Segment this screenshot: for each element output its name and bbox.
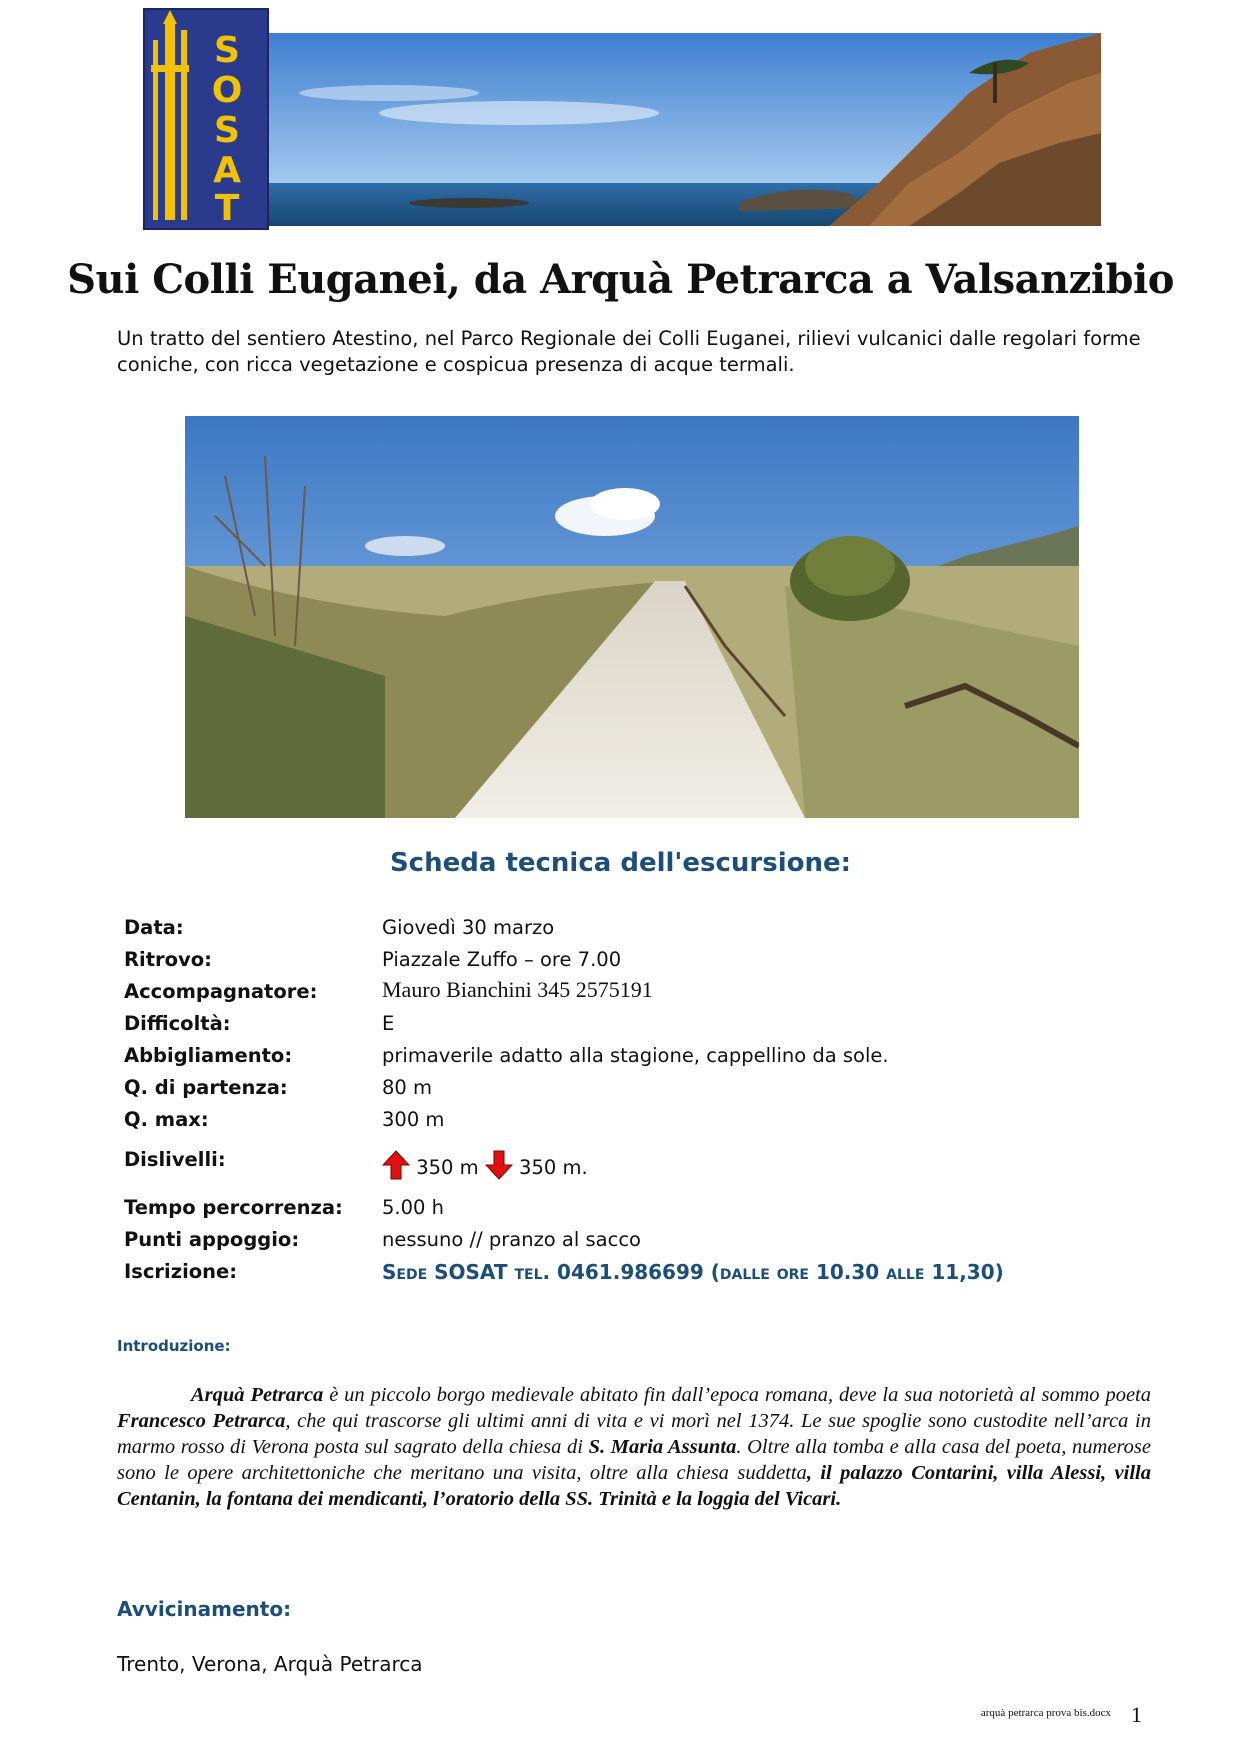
body-bold: S. Maria Assunta [588,1436,737,1458]
tech-sheet [124,912,1124,1288]
tech-label: Accompagnatore: [124,980,318,1003]
tech-label: Q. max: [124,1108,209,1131]
dislivello-down: 350 m. [519,1156,588,1179]
tech-value: primaverile adatto alla stagione, cappellino da sole. [382,1044,889,1067]
logo-letter-a: A [213,150,241,191]
tech-row-accompagnatore [124,976,1124,1008]
tech-label: Ritrovo: [124,948,212,971]
tech-value: Mauro Bianchini 345 2575191 [382,977,653,1002]
tech-row-data [124,912,1124,944]
tech-row-abbigliamento [124,1040,1124,1072]
logo-letter-s1: S [214,30,240,71]
tech-label: Difficoltà: [124,1012,231,1035]
tech-label: Data: [124,916,184,939]
avvicinamento-heading: Avvicinamento: [117,1597,292,1621]
tech-row-difficolta [124,1008,1124,1040]
tech-label: Abbigliamento: [124,1044,293,1067]
logo-letter-s2: S [214,110,240,151]
logo-letter-o: O [211,70,243,111]
logo-letter-t: T [214,188,240,228]
tech-value: 300 m [382,1108,445,1131]
introduzione-paragraph [117,1382,1151,1512]
body-bold: Francesco Petrarca [117,1410,286,1432]
page-number: 1 [1131,1702,1142,1727]
tech-value: Piazzale Zuffo – ore 7.00 [382,948,622,971]
body-text: , che qui trascorse gli ultimi anni di vita e vi morì nel 1374. Le sue spoglie sono custodite nell’arca in marmo rosso di Verona posta sul sagrato della chiesa di [117,1410,1151,1458]
tech-row-ritrovo [124,944,1124,976]
tech-label: Dislivelli: [124,1148,226,1171]
tech-label: Q. di partenza: [124,1076,288,1099]
arrow-down-icon [485,1150,513,1180]
footer-filename: arquà petrarca prova bis.docx [980,1707,1111,1719]
header-banner-image [269,33,1101,226]
tech-value: nessuno // pranzo al sacco [382,1228,641,1251]
body-text: è un piccolo borgo medievale abitato fin dall’epoca romana, deve la sua notorietà al sommo poeta [323,1384,1151,1406]
tech-label: Iscrizione: [124,1260,238,1283]
tech-value: 80 m [382,1076,433,1099]
tech-label: Punti appoggio: [124,1228,300,1251]
page-title: Sui Colli Euganei, da Arquà Petrarca a Valsanzibio [67,256,1174,303]
tech-value [382,1150,588,1180]
tech-row-quota-max [124,1104,1124,1136]
tech-value: E [382,1012,395,1035]
body-bold: , il palazzo Contarini, villa Alessi, villa Centanin, la fontana dei mendicanti, l’oratorio della SS. Trinità e la loggia del Vicari. [117,1462,1151,1510]
tech-value: 5.00 h [382,1196,444,1219]
body-text: . Oltre alla tomba e alla casa del poeta, numerose sono le opere architettoniche che meritano una visita, oltre alla chiesa suddetta [117,1436,1151,1484]
introduzione-heading: Introduzione: [117,1337,231,1355]
tech-value: Giovedì 30 marzo [382,916,555,939]
dislivello-up: 350 m [416,1156,479,1179]
route-text: Trento, Verona, Arquà Petrarca [117,1652,423,1676]
body-bold: Arquà Petrarca [191,1384,324,1406]
tech-value-contact: Sede SOSAT tel. 0461.986699 (dalle ore 10.30 alle 11,30) [382,1260,1004,1284]
tech-row-iscrizione [124,1256,1124,1288]
intro-paragraph: Un tratto del sentiero Atestino, nel Parco Regionale dei Colli Euganei, rilievi vulcanici dalle regolari forme coniche, con ricca vegetazione e cospicua presenza di acque termali. [117,327,1141,376]
tech-row-punti-appoggio [124,1224,1124,1256]
sosat-logo [143,8,269,230]
arrow-up-icon [382,1150,410,1180]
tech-label: Tempo percorrenza: [124,1196,343,1219]
tech-row-tempo [124,1192,1124,1224]
trail-photo [185,416,1079,818]
tech-row-dislivelli [124,1136,1124,1192]
section-title: Scheda tecnica dell'escursione: [389,848,852,878]
tech-row-quota-partenza [124,1072,1124,1104]
